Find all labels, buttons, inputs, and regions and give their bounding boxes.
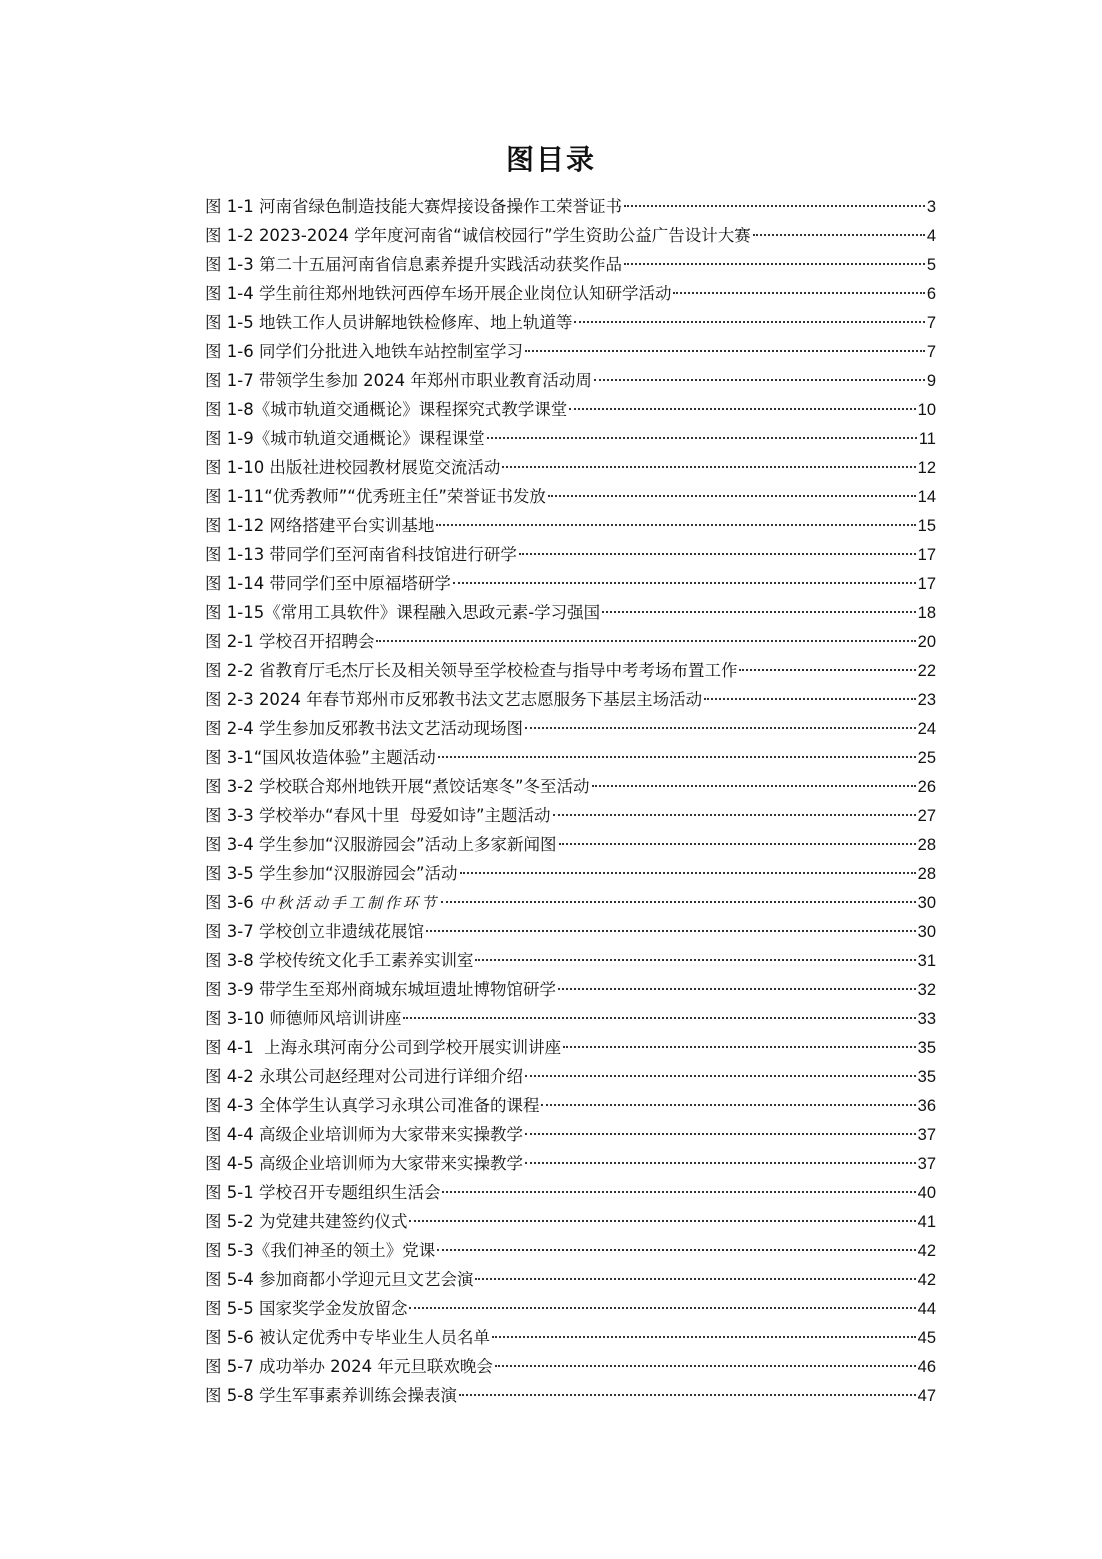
toc-entry[interactable]	[205, 1091, 936, 1120]
toc-entry-label: 图 1-4 学生前往郑州地铁河西停车场开展企业岗位认知研学活动	[205, 284, 672, 303]
toc-leader-dots	[563, 1046, 915, 1048]
toc-leader-dots	[459, 1394, 916, 1396]
toc-leader-dots	[541, 1104, 915, 1106]
toc-entry[interactable]	[205, 946, 936, 975]
toc-leader-dots	[624, 263, 925, 265]
toc-entry[interactable]	[205, 453, 936, 482]
toc-entry[interactable]	[205, 685, 936, 714]
toc-entry[interactable]	[205, 569, 936, 598]
toc-entry-page: 10	[917, 401, 936, 419]
toc-entry-label: 图 2-2 省教育厅毛杰厅长及相关领导至学校检查与指导中考考场布置工作	[205, 661, 738, 680]
toc-entry[interactable]	[205, 308, 936, 337]
toc-entry[interactable]	[205, 1381, 936, 1410]
toc-entry[interactable]	[205, 366, 936, 395]
toc-entry[interactable]	[205, 743, 936, 772]
toc-entry[interactable]	[205, 656, 936, 685]
toc-entry-page: 31	[917, 952, 936, 970]
toc-entry-label: 图 1-2 2023-2024 学年度河南省“诚信校园行”学生资助公益广告设计大赛	[205, 226, 751, 245]
toc-entry-page: 30	[917, 923, 936, 941]
toc-entry[interactable]	[205, 1120, 936, 1149]
toc-entry-page: 22	[917, 662, 936, 680]
toc-leader-dots	[525, 350, 925, 352]
toc-entry-label: 图 4-2 永琪公司赵经理对公司进行详细介绍	[205, 1067, 523, 1086]
toc-leader-dots	[475, 959, 915, 961]
toc-leader-dots	[673, 292, 924, 294]
toc-leader-dots	[574, 321, 924, 323]
toc-leader-dots	[460, 872, 916, 874]
toc-leader-dots	[525, 1133, 916, 1135]
toc-entry-label: 图 5-1 学校召开专题组织生活会	[205, 1183, 441, 1202]
toc-leader-dots	[594, 379, 925, 381]
toc-entry[interactable]	[205, 917, 936, 946]
toc-entry-page: 28	[917, 836, 936, 854]
toc-entry-page: 9	[926, 372, 936, 390]
toc-entry-label: 图 1-14 带同学们至中原福塔研学	[205, 574, 451, 593]
toc-entry-label: 图 2-3 2024 年春节郑州市反邪教书法文艺志愿服务下基层主场活动	[205, 690, 703, 709]
toc-leader-dots	[409, 1307, 915, 1309]
toc-entry[interactable]	[205, 540, 936, 569]
toc-entry[interactable]	[205, 1178, 936, 1207]
toc-leader-dots	[525, 1162, 916, 1164]
toc-leader-dots	[426, 930, 916, 932]
toc-entry-page: 11	[918, 430, 936, 448]
toc-entry-label: 图 3-8 学校传统文化手工素养实训室	[205, 951, 474, 970]
toc-entry-label: 图 1-10 出版社进校园教材展览交流活动	[205, 458, 501, 477]
toc-entry-page: 36	[917, 1097, 936, 1115]
toc-leader-dots	[602, 611, 915, 613]
toc-entry[interactable]	[205, 279, 936, 308]
toc-leader-dots	[519, 553, 916, 555]
toc-entry-label: 图 5-5 国家奖学金发放留念	[205, 1299, 408, 1318]
toc-entry-page: 3	[926, 198, 936, 216]
toc-entry-label: 图 5-3《我们神圣的领土》党课	[205, 1241, 436, 1260]
page-title: 图目录	[505, 143, 596, 176]
toc-entry-label: 图 1-6 同学们分批进入地铁车站控制室学习	[205, 342, 523, 361]
toc-entry[interactable]	[205, 627, 936, 656]
toc-entry-label: 图 3-4 学生参加“汉服游园会”活动上多家新闻图	[205, 835, 557, 854]
toc-entry[interactable]	[205, 859, 936, 888]
toc-leader-dots	[548, 495, 916, 497]
toc-entry-page: 41	[917, 1213, 936, 1231]
toc-leader-dots	[624, 205, 925, 207]
toc-entry[interactable]	[205, 482, 936, 511]
toc-entry-page: 42	[917, 1271, 936, 1289]
toc-entry-label: 图 3-10 师德师风培训讲座	[205, 1009, 402, 1028]
toc-entry[interactable]	[205, 801, 936, 830]
toc-entry[interactable]	[205, 1323, 936, 1352]
toc-leader-dots	[502, 466, 915, 468]
toc-entry-page: 5	[926, 256, 936, 274]
toc-entry-label: 图 1-11“优秀教师”“优秀班主任”荣誉证书发放	[205, 487, 546, 506]
toc-entry-page: 35	[917, 1039, 936, 1057]
toc-leader-dots	[558, 988, 916, 990]
toc-entry-page: 20	[917, 633, 936, 651]
toc-leader-dots	[559, 843, 916, 845]
toc-leader-dots	[436, 524, 915, 526]
toc-entry-label: 图 1-5 地铁工作人员讲解地铁检修库、地上轨道等	[205, 313, 573, 332]
toc-entry-page: 18	[917, 604, 936, 622]
toc-entry-page: 14	[917, 488, 936, 506]
toc-leader-dots	[592, 785, 916, 787]
toc-entry-label: 图 1-15《常用工具软件》课程融入思政元素-学习强国	[205, 603, 601, 622]
toc-entry-page: 47	[917, 1387, 936, 1405]
toc-entry-page: 40	[917, 1184, 936, 1202]
toc-entry-label: 图 1-7 带领学生参加 2024 年郑州市职业教育活动周	[205, 371, 592, 390]
toc-entry-label: 图 2-1 学校召开招聘会	[205, 632, 375, 651]
toc-entry-label: 图 3-6	[205, 893, 259, 912]
toc-entry-page: 7	[926, 343, 936, 361]
toc-entry[interactable]	[205, 337, 936, 366]
toc-entry-label: 图 3-2 学校联合郑州地铁开展“煮饺话寒冬”冬至活动	[205, 777, 590, 796]
toc-entry-page: 30	[917, 894, 936, 912]
toc-entry-page: 17	[917, 575, 936, 593]
toc-entry-page: 45	[917, 1329, 936, 1347]
toc-leader-dots	[704, 698, 915, 700]
toc-leader-dots	[739, 669, 915, 671]
toc-entry[interactable]	[205, 772, 936, 801]
toc-entry-page: 17	[917, 546, 936, 564]
toc-entry[interactable]	[205, 250, 936, 279]
toc-entry-page: 28	[917, 865, 936, 883]
toc-entry-page: 12	[917, 459, 936, 477]
toc-entry[interactable]	[205, 1265, 936, 1294]
toc-entry[interactable]	[205, 1207, 936, 1236]
toc-entry[interactable]	[205, 888, 936, 917]
toc-entry-page: 32	[917, 981, 936, 999]
toc-entry-label: 图 3-9 带学生至郑州商城东城垣遗址博物馆研学	[205, 980, 556, 999]
toc-entry-label: 图 5-7 成功举办 2024 年元旦联欢晚会	[205, 1357, 493, 1376]
toc-entry-label: 图 3-3 学校举办“春风十里 母爱如诗”主题活动	[205, 806, 551, 825]
toc-entry-page: 33	[917, 1010, 936, 1028]
toc-entry[interactable]	[205, 395, 936, 424]
toc-leader-dots	[495, 1365, 916, 1367]
toc-entry-label-styled: 中秋活动手工制作环节	[258, 894, 439, 912]
toc-entry[interactable]	[205, 424, 936, 453]
toc-leader-dots	[475, 1278, 915, 1280]
toc-entry[interactable]	[205, 221, 936, 250]
toc-entry-label: 图 5-6 被认定优秀中专毕业生人员名单	[205, 1328, 490, 1347]
toc-entry-page: 37	[917, 1155, 936, 1173]
toc-entry-label: 图 1-12 网络搭建平台实训基地	[205, 516, 435, 535]
toc-leader-dots	[525, 727, 916, 729]
toc-entry-page: 4	[926, 227, 936, 245]
toc-entry[interactable]	[205, 714, 936, 743]
toc-entry[interactable]	[205, 1149, 936, 1178]
toc-leader-dots	[487, 437, 917, 439]
toc-entry-page: 7	[926, 314, 936, 332]
toc-leader-dots	[438, 756, 916, 758]
toc-entry-page: 6	[926, 285, 936, 303]
toc-entry-label: 图 3-1“国风妆造体验”主题活动	[205, 748, 436, 767]
toc-entry-label: 图 1-13 带同学们至河南省科技馆进行研学	[205, 545, 517, 564]
toc-entry-label: 图 4-1 上海永琪河南分公司到学校开展实训讲座	[205, 1038, 562, 1057]
toc-leader-dots	[437, 1249, 915, 1251]
toc-leader-dots	[409, 1220, 915, 1222]
toc-entry[interactable]	[205, 1033, 936, 1062]
toc-entry-page: 44	[917, 1300, 936, 1318]
toc-entry-label: 图 4-3 全体学生认真学习永琪公司准备的课程	[205, 1096, 540, 1115]
toc-entry[interactable]	[205, 830, 936, 859]
toc-entry-label: 图 1-3 第二十五届河南省信息素养提升实践活动获奖作品	[205, 255, 622, 274]
toc-leader-dots	[453, 582, 916, 584]
toc-leader-dots	[553, 814, 916, 816]
toc-entry[interactable]	[205, 1236, 936, 1265]
toc-entry[interactable]	[205, 598, 936, 627]
toc-entry-page: 26	[917, 778, 936, 796]
toc-entry-label: 图 2-4 学生参加反邪教书法文艺活动现场图	[205, 719, 523, 738]
toc-leader-dots	[753, 234, 925, 236]
toc-leader-dots	[376, 640, 915, 642]
toc-entry-label: 图 3-7 学校创立非遗绒花展馆	[205, 922, 424, 941]
toc-entry-page: 15	[917, 517, 936, 535]
toc-entry[interactable]	[205, 1004, 936, 1033]
toc-entry-page: 46	[917, 1358, 936, 1376]
toc-leader-dots	[442, 1191, 915, 1193]
toc-leader-dots	[441, 901, 916, 903]
toc-entry-page: 23	[917, 691, 936, 709]
toc-entry-label: 图 1-9《城市轨道交通概论》课程课堂	[205, 429, 485, 448]
toc-entry-label: 图 3-5 学生参加“汉服游园会”活动	[205, 864, 458, 883]
toc-entry-page: 35	[917, 1068, 936, 1086]
toc-entry[interactable]	[205, 192, 936, 221]
toc-entry-label: 图 5-8 学生军事素养训练会操表演	[205, 1386, 457, 1405]
toc-entry[interactable]	[205, 1294, 936, 1323]
toc-entry[interactable]	[205, 511, 936, 540]
toc-leader-dots	[569, 408, 915, 410]
toc-entry-label: 图 1-1 河南省绿色制造技能大赛焊接设备操作工荣誉证书	[205, 197, 622, 216]
toc-entry-label: 图 4-5 高级企业培训师为大家带来实操教学	[205, 1154, 523, 1173]
figure-toc-list	[205, 192, 936, 1410]
toc-leader-dots	[492, 1336, 916, 1338]
toc-entry[interactable]	[205, 1352, 936, 1381]
toc-entry[interactable]	[205, 1062, 936, 1091]
toc-entry-label: 图 1-8《城市轨道交通概论》课程探究式教学课堂	[205, 400, 568, 419]
toc-leader-dots	[403, 1017, 915, 1019]
toc-entry-page: 25	[917, 749, 936, 767]
toc-entry[interactable]	[205, 975, 936, 1004]
toc-entry-label: 图 5-4 参加商都小学迎元旦文艺会演	[205, 1270, 474, 1289]
toc-entry-label: 图 5-2 为党建共建签约仪式	[205, 1212, 408, 1231]
toc-entry-page: 27	[917, 807, 936, 825]
toc-entry-page: 24	[917, 720, 936, 738]
toc-entry-page: 37	[917, 1126, 936, 1144]
toc-leader-dots	[525, 1075, 916, 1077]
toc-entry-page: 42	[917, 1242, 936, 1260]
toc-entry-label: 图 4-4 高级企业培训师为大家带来实操教学	[205, 1125, 523, 1144]
